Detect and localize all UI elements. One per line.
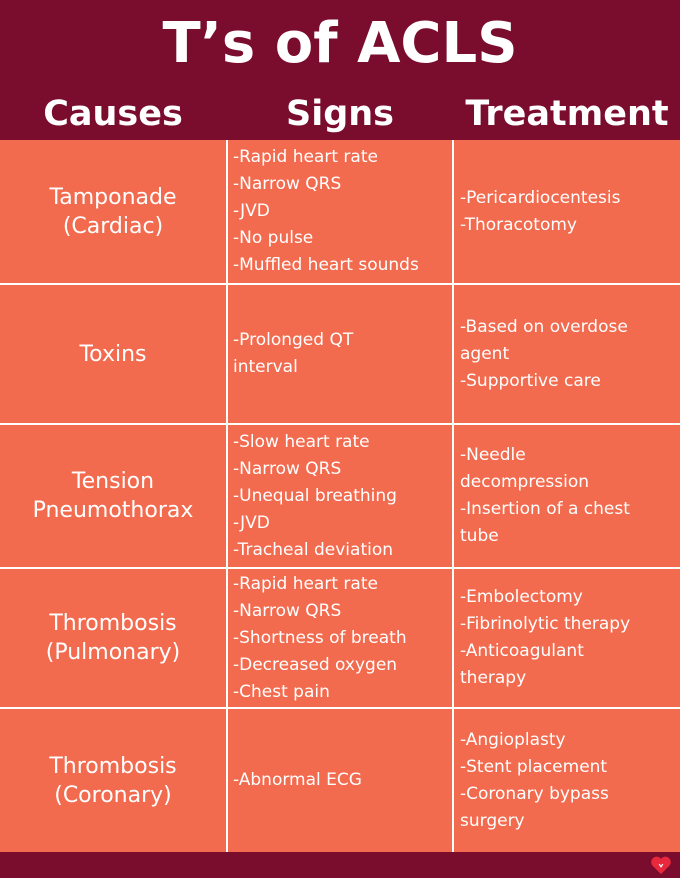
sign-item: -No pulse [233,228,314,248]
table-row [0,707,680,852]
treatment-item: -Supportive care [460,370,601,391]
treatment-cell [454,285,680,423]
acls-table [0,140,680,852]
treatment-cell [454,709,680,852]
column-header-treatment: Treatment [465,94,669,134]
column-header-signs: Signs [285,94,394,134]
treatment-item: -Fibrinolytic therapy [460,614,631,634]
header-banner [0,0,680,140]
sign-item: interval [233,357,298,377]
treatment-cell [454,140,680,283]
cause-text: (Cardiac) [62,213,164,239]
table-row [0,423,680,567]
sign-item: -Chest pain [233,681,330,702]
cause-text: (Coronary) [54,782,172,808]
sign-item: -Prolonged QT [233,330,354,350]
sign-item: -Tracheal deviation [233,539,394,560]
treatment-cell [454,569,680,707]
signs-cell [226,285,454,423]
treatment-item: decompression [460,472,590,492]
sign-item: -Rapid heart rate [233,573,378,594]
page-title: T’s of ACLS [162,11,518,76]
treatment-item: agent [460,343,510,364]
signs-cell [226,569,454,707]
sign-item: -Narrow QRS [233,600,342,621]
cause-cell [0,285,226,423]
treatment-item: surgery [460,810,525,831]
sign-item: -Narrow QRS [233,458,342,479]
cause-text: Thrombosis [49,753,177,779]
treatment-item: -Stent placement [460,756,608,777]
cause-text: Toxins [79,341,147,367]
cause-text: Tamponade [49,184,177,210]
heart-icon [650,855,672,875]
treatment-item: -Angioplasty [460,729,566,750]
sign-item: -Unequal breathing [233,485,397,506]
footer-bar [0,852,680,878]
treatment-item: -Needle [460,445,526,465]
table-row [0,567,680,707]
treatment-item: -Based on overdose [460,316,628,337]
cause-cell [0,140,226,283]
column-header-causes: Causes [43,94,183,134]
table-row [0,140,680,283]
table-row [0,283,680,423]
cause-text: Tension [71,469,155,494]
cause-cell [0,709,226,852]
treatment-item: -Insertion of a chest [460,499,630,519]
treatment-cell [454,425,680,567]
cause-text: (Pulmonary) [45,640,181,665]
sign-item: -Slow heart rate [233,431,370,452]
cause-cell [0,425,226,567]
sign-item: -Decreased oxygen [233,654,398,675]
treatment-item: -Pericardiocentesis [460,187,621,208]
treatment-item: -Thoracotomy [460,214,577,235]
signs-cell [226,425,454,567]
sign-item: -JVD [233,512,270,533]
signs-cell [226,709,454,852]
signs-cell [226,140,454,283]
sign-item: -Muffled heart sounds [233,255,419,275]
sign-item: -Abnormal ECG [233,770,362,790]
treatment-item: -Anticoagulant [460,641,584,661]
sign-item: -Narrow QRS [233,174,342,194]
sign-item: -JVD [233,201,270,221]
treatment-item: therapy [460,668,527,688]
cause-text: Pneumothorax [32,498,194,523]
treatment-item: -Embolectomy [460,587,583,607]
cause-cell [0,569,226,707]
sign-item: -Rapid heart rate [233,147,378,167]
treatment-item: -Coronary bypass [460,783,609,804]
cause-text: Thrombosis [49,611,177,636]
sign-item: -Shortness of breath [233,627,407,648]
treatment-item: tube [460,526,499,546]
